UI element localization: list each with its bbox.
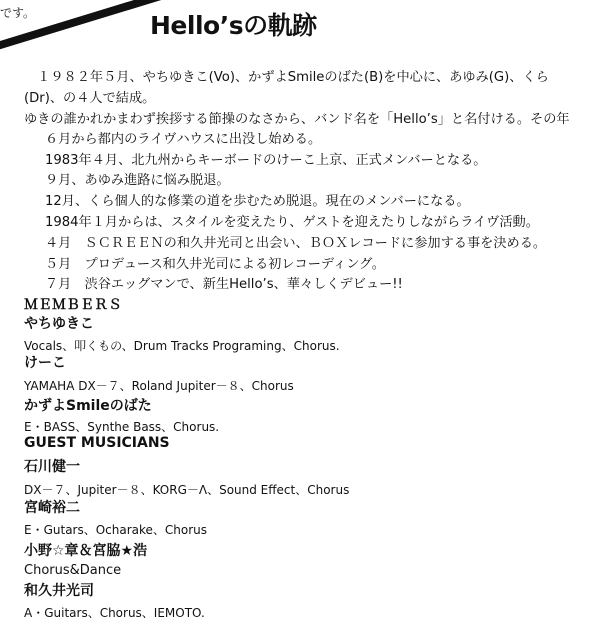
history-line: ７月 渋谷エッグマンで、新生Hello’s、華々しくデビュー!! xyxy=(45,277,403,292)
member-role: E・BASS、Synthe Bass、Chorus. xyxy=(24,420,220,434)
history-line: ６月から都内のライヴハウスに出没し始める。 xyxy=(45,132,322,147)
history-line: 12月、くら個人的な修業の道を歩むため脱退。現在のメンバーになる。 xyxy=(45,194,470,209)
member-name: けーこ xyxy=(24,355,66,371)
member-name: やちゆきこ xyxy=(24,316,94,332)
history-line: (Dr)、の４人で結成。 xyxy=(24,91,156,106)
guest-name: 石川健一 xyxy=(24,459,80,475)
member-name: かずよSmileのばた xyxy=(24,398,152,414)
guest-name: 宮崎裕二 xyxy=(24,500,80,516)
history-line: ゆきの誰かれかまわず挨拶する節操のなさから、バンド名を「Hello’s」と名付ける。その年 xyxy=(24,112,570,127)
members-heading: ＭＥＭＢＥＲＳ xyxy=(24,297,122,313)
guest-heading: GUEST MUSICIANS xyxy=(24,435,170,451)
member-role: Vocals、叩くもの、Drum Tracks Programing、Chorus. xyxy=(24,339,340,353)
history-line: １９８２年５月、やちゆきこ(Vo)、かずよSmileのばた(B)を中心に、あゆみ(G)、くら xyxy=(24,70,549,85)
history-line: 1984年１月からは、スタイルを変えたり、ゲストを迎えたりしながらライヴ活動。 xyxy=(45,215,539,230)
member-role: YAMAHA DX－７、Roland Jupiter－８、Chorus xyxy=(24,379,294,393)
history-line: ４月 ＳＣＲＥＥＮの和久井光司と出会い、ＢＯＸレコードに参加する事を決める。 xyxy=(45,236,547,251)
history-line: ５月 プロデュース和久井光司による初レコーディング。 xyxy=(45,257,385,272)
page-fragment: です。 xyxy=(0,6,36,20)
history-line: ９月、あゆみ進路に悩み脱退。 xyxy=(45,173,230,188)
guest-name: 和久井光司 xyxy=(24,583,94,599)
guest-role: Chorus&Dance xyxy=(24,563,122,578)
history-line: 1983年４月、北九州からキーボードのけーこ上京、正式メンバーとなる。 xyxy=(45,153,487,168)
guest-role: E・Gutars、Ocharake、Chorus xyxy=(24,523,208,537)
guest-role: A・Guitars、Chorus、IEMOTO. xyxy=(24,606,205,620)
guest-role: DX－７、Jupiter－８、KORG－Λ、Sound Effect、Chorus xyxy=(24,483,350,497)
page-title: Hello’sの軌跡 xyxy=(150,11,317,40)
guest-name: 小野☆章＆宮脇★浩 xyxy=(24,543,148,559)
